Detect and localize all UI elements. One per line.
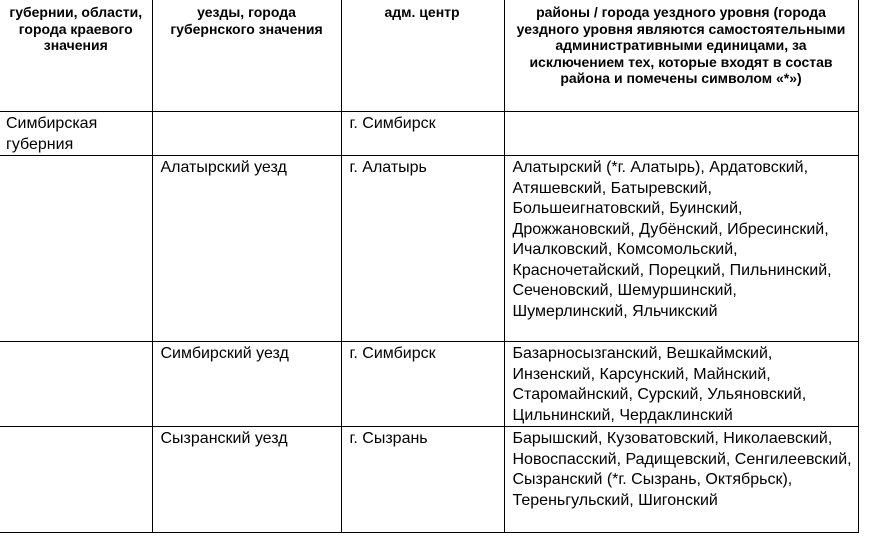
cell-admin-center: г. Сызрань: [341, 427, 504, 533]
cell-gubernia: [0, 156, 152, 342]
header-uezd: уезды, города губернского значения: [152, 0, 341, 112]
cell-gubernia: [0, 427, 152, 533]
cell-rayons: Барышский, Кузоватовский, Николаевский, Новоспасский, Радищевский, Сенгилеевский, Сызранский (*г. Сызрань, Октябрьск), Тереньгульский, Шигонский: [504, 427, 858, 533]
cell-uezd: Алатырский уезд: [152, 156, 341, 342]
cell-admin-center: г. Алатырь: [341, 156, 504, 342]
table-row: [0, 112, 858, 156]
cell-rayons: Базарносызганский, Вешкаймский, Инзенский, Карсунский, Майнский, Старомайнский, Сурский, Ульяновский, Цильнинский, Чердаклинский: [504, 342, 858, 427]
table-header-row: [0, 0, 858, 112]
cell-uezd: Симбирский уезд: [152, 342, 341, 427]
header-admin-center: адм. центр: [341, 0, 504, 112]
cell-uezd: Сызранский уезд: [152, 427, 341, 533]
table-row: [0, 342, 858, 427]
cell-admin-center: г. Симбирск: [341, 342, 504, 427]
header-gubernia: губернии, области, города краевого значения: [0, 0, 152, 112]
cell-admin-center: г. Симбирск: [341, 112, 504, 156]
table-row: [0, 156, 858, 342]
table-row: [0, 427, 858, 533]
cell-uezd: [152, 112, 341, 156]
header-rayons: районы / города уездного уровня (города уездного уровня являются самостоятельными административными единицами, за исключением тех, которые входят в состав района и помечены символом «*»): [504, 0, 858, 112]
cell-gubernia: [0, 342, 152, 427]
cell-rayons: Алатырский (*г. Алатырь), Ардатовский, Атяшевский, Батыревский, Большеигнатовский, Буинский, Дрожжановский, Дубёнский, Ибресинский, Ичалковский, Комсомольский, Красночетайский, Порецкий, Пильнинский, Сеченовский, Шемуршинский, Шумерлинский, Яльчикский: [504, 156, 858, 342]
cell-rayons: [504, 112, 858, 156]
cell-gubernia: Симбирская губерния: [0, 112, 152, 156]
